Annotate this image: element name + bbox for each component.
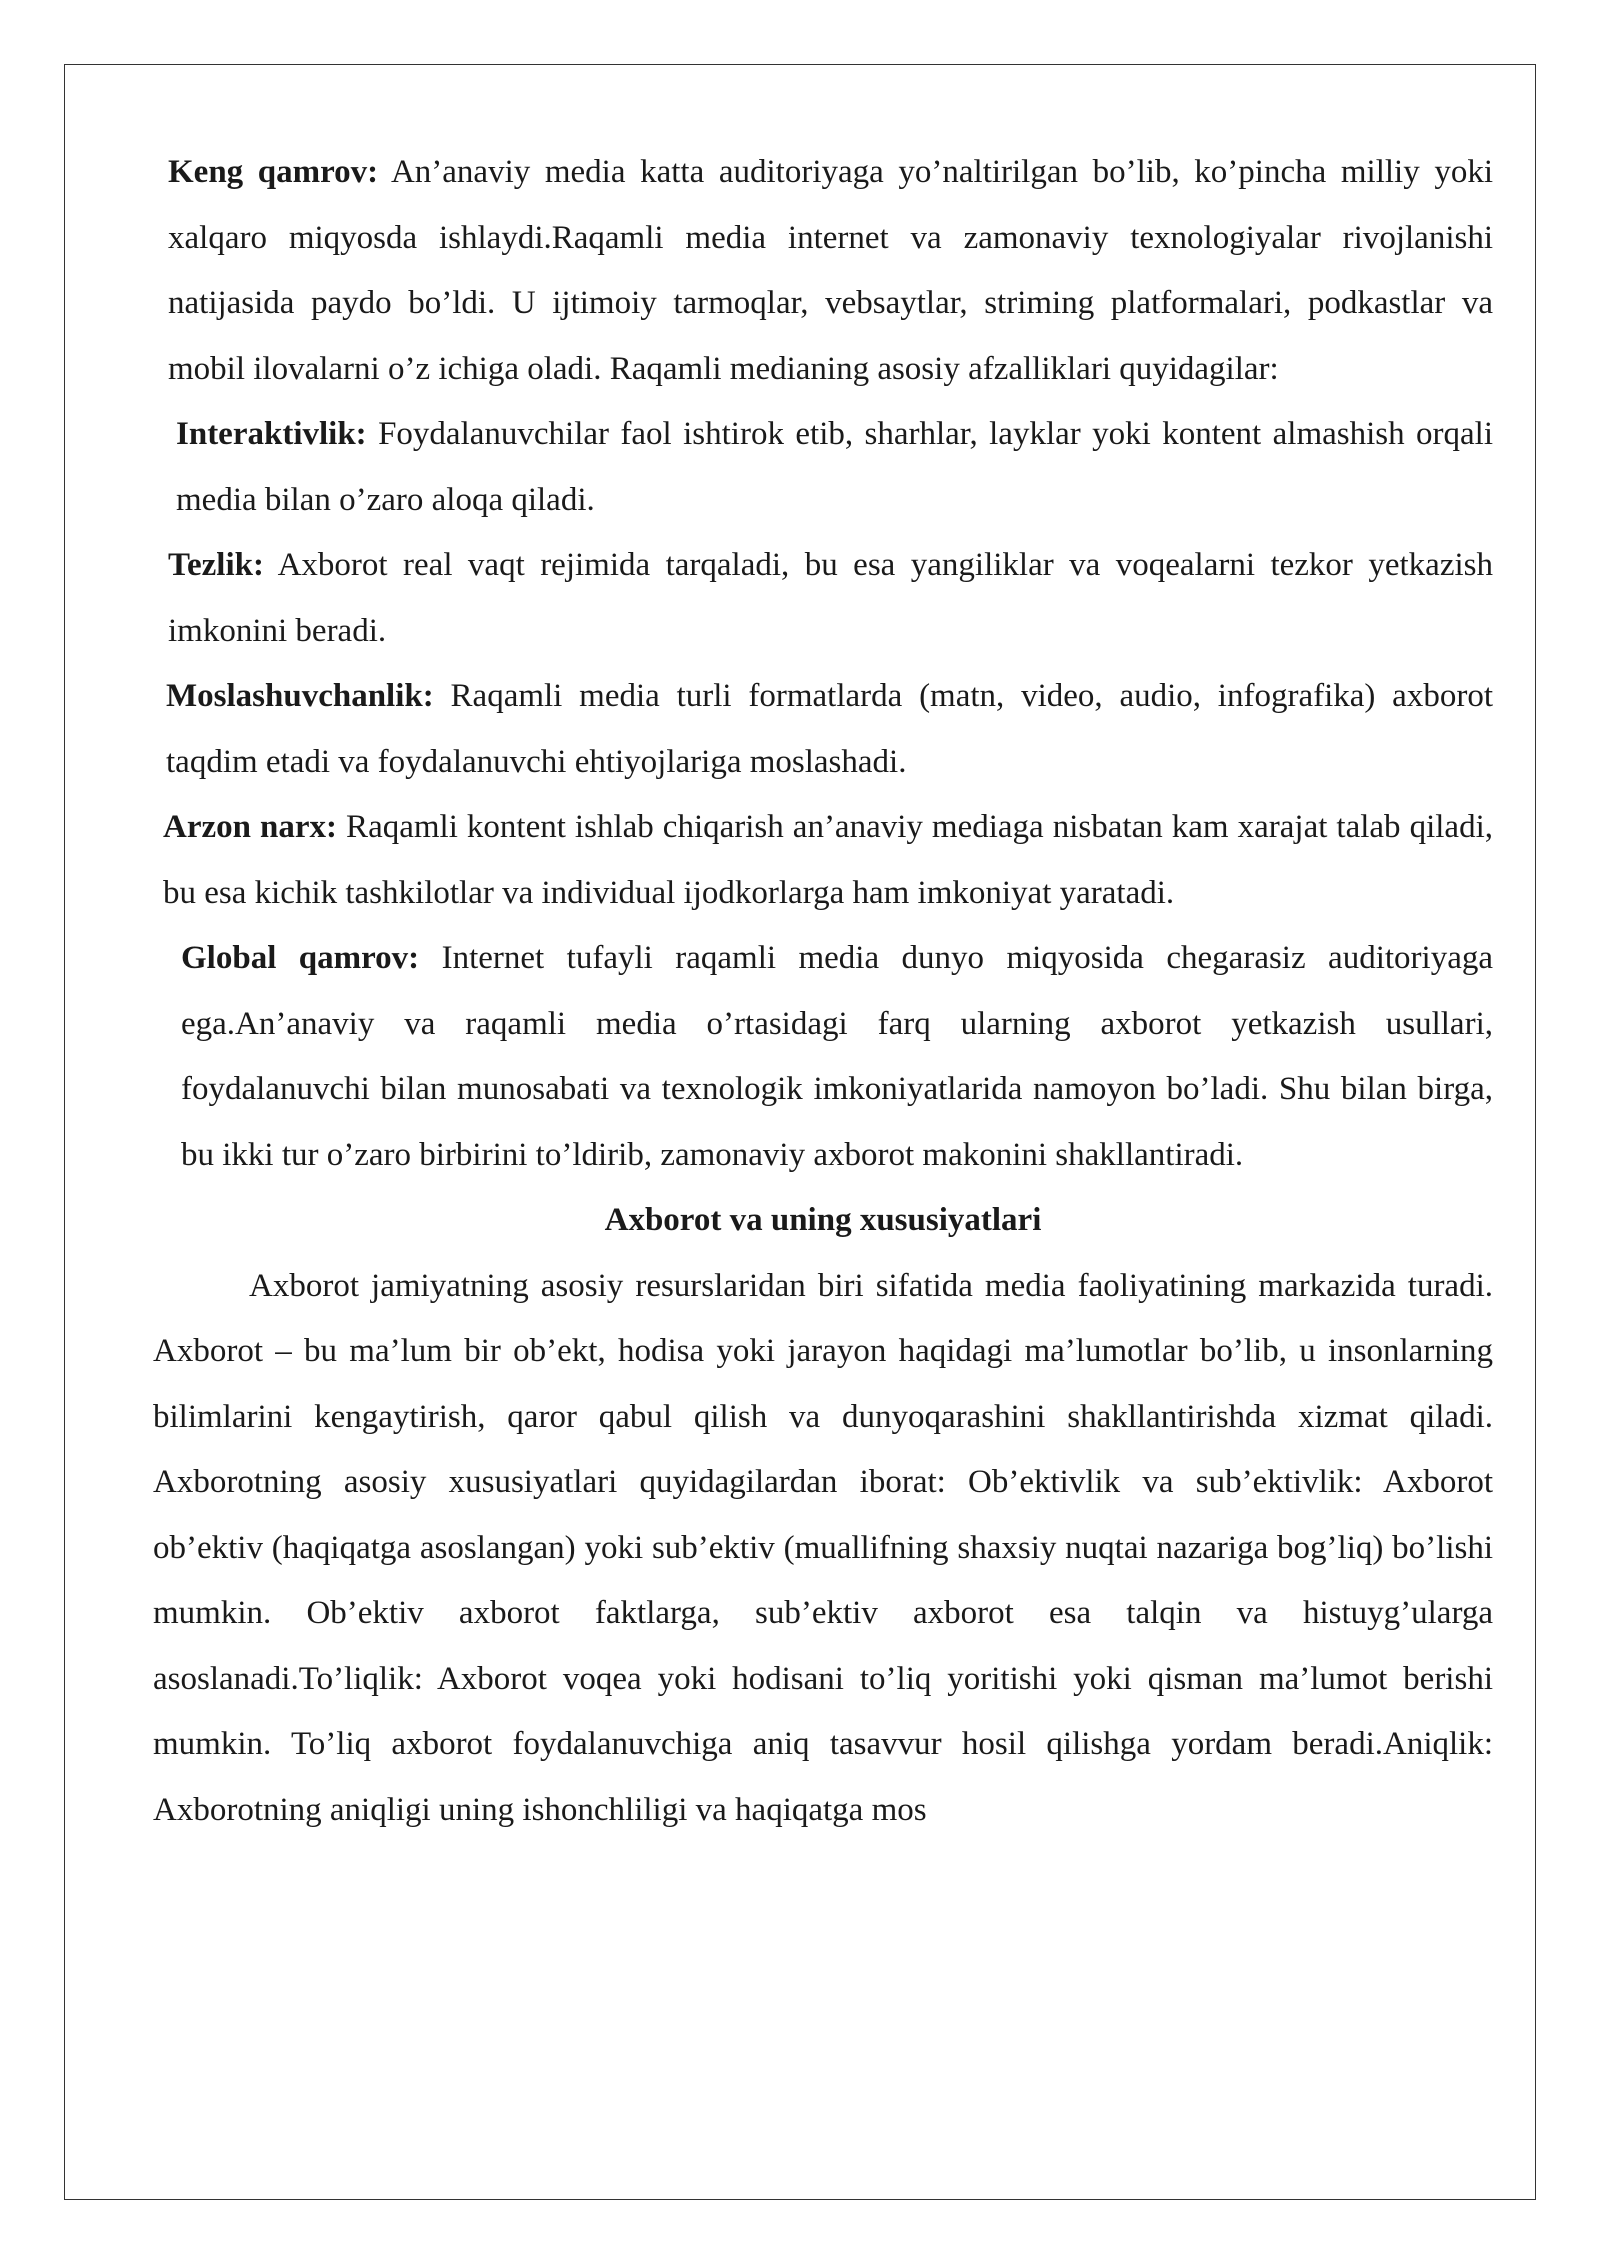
paragraph-text: Raqamli media turli formatlarda (matn, video, audio, infografika) axborot taqdim etadi va foydalanuvchi ehtiyojlariga moslashadi. [166,678,1493,780]
paragraph-text: Foydalanuvchilar faol ishtirok etib, sharhlar, layklar yoki kontent almashish orqali media bilan o’zaro aloqa qiladi. [176,416,1493,518]
term-label: Global qamrov: [181,940,420,976]
document-body [153,140,1493,1843]
paragraph-moslashuvchanlik [153,664,1493,795]
paragraph-arzon-narx [153,795,1493,926]
paragraph-text: Internet tufayli raqamli media dunyo miqyosida chegarasiz auditoriyaga ega.An’anaviy va raqamli media o’rtasidagi farq ularning axborot yetkazish usullari, foydalanuvchi bilan munosabati va texnologik imkoniyatlarida namoyon bo’ladi. Shu bilan birga, bu ikki tur o’zaro birbirini to’ldirib, zamonaviy axborot makonini shakllantiradi. [181,940,1493,1173]
term-label: Arzon narx: [163,809,338,845]
term-label: Tezlik: [168,547,264,583]
term-label: Moslashuvchanlik: [166,678,434,714]
paragraph-text: Raqamli kontent ishlab chiqarish an’anaviy mediaga nisbatan kam xarajat talab qiladi, bu esa kichik tashkilotlar va individual ijodkorlarga ham imkoniyat yaratadi. [163,809,1493,911]
body-paragraph: Axborot jamiyatning asosiy resurslaridan biri sifatida media faoliyatining markazida turadi. Axborot – bu ma’lum bir ob’ekt, hodisa yoki jarayon haqidagi ma’lumotlar bo’lib, u insonlarning bilimlarini kengaytirish, qaror qabul qilish va dunyoqarashini shakllantirishda xizmat qiladi. Axborotning asosiy xususiyatlari quyidagilardan iborat: Ob’ektivlik va sub’ektivlik: Axborot ob’ektiv (haqiqatga asoslangan) yoki sub’ektiv (muallifning shaxsiy nuqtai nazariga bog’liq) bo’lishi mumkin. Ob’ektiv axborot faktlarga, sub’ektiv axborot esa talqin va histuyg’ularga asoslanadi.To’liqlik: Axborot voqea yoki hodisani to’liq yoritishi yoki qisman ma’lumot berishi mumkin. To’liq axborot foydalanuvchiga aniq tasavvur hosil qilishga yordam beradi.Aniqlik: Axborotning aniqligi uning ishonchliligi va haqiqatga mos [153,1267,1493,1828]
term-label: Interaktivlik: [176,416,367,452]
paragraph-global-qamrov [153,926,1493,1188]
paragraph-interaktivlik [153,402,1493,533]
term-label: Keng qamrov: [168,154,379,190]
paragraph-keng-qamrov [153,140,1493,402]
paragraph-tezlik [153,533,1493,664]
section-heading: Axborot va uning xususiyatlari [604,1202,1042,1238]
paragraph-text: Axborot real vaqt rejimida tarqaladi, bu esa yangiliklar va voqealarni tezkor yetkazish imkonini beradi. [168,547,1493,649]
paragraph-text: An’anaviy media katta auditoriyaga yo’naltirilgan bo’lib, ko’pincha milliy yoki xalqaro miqyosda ishlaydi.Raqamli media internet va zamonaviy texnologiyalar rivojlanishi natijasida paydo bo’ldi. U ijtimoiy tarmoqlar, vebsaytlar, striming platformalari, podkastlar va mobil ilovalarni o’z ichiga oladi. Raqamli medianing asosiy afzalliklari quyidagilar: [168,154,1493,387]
